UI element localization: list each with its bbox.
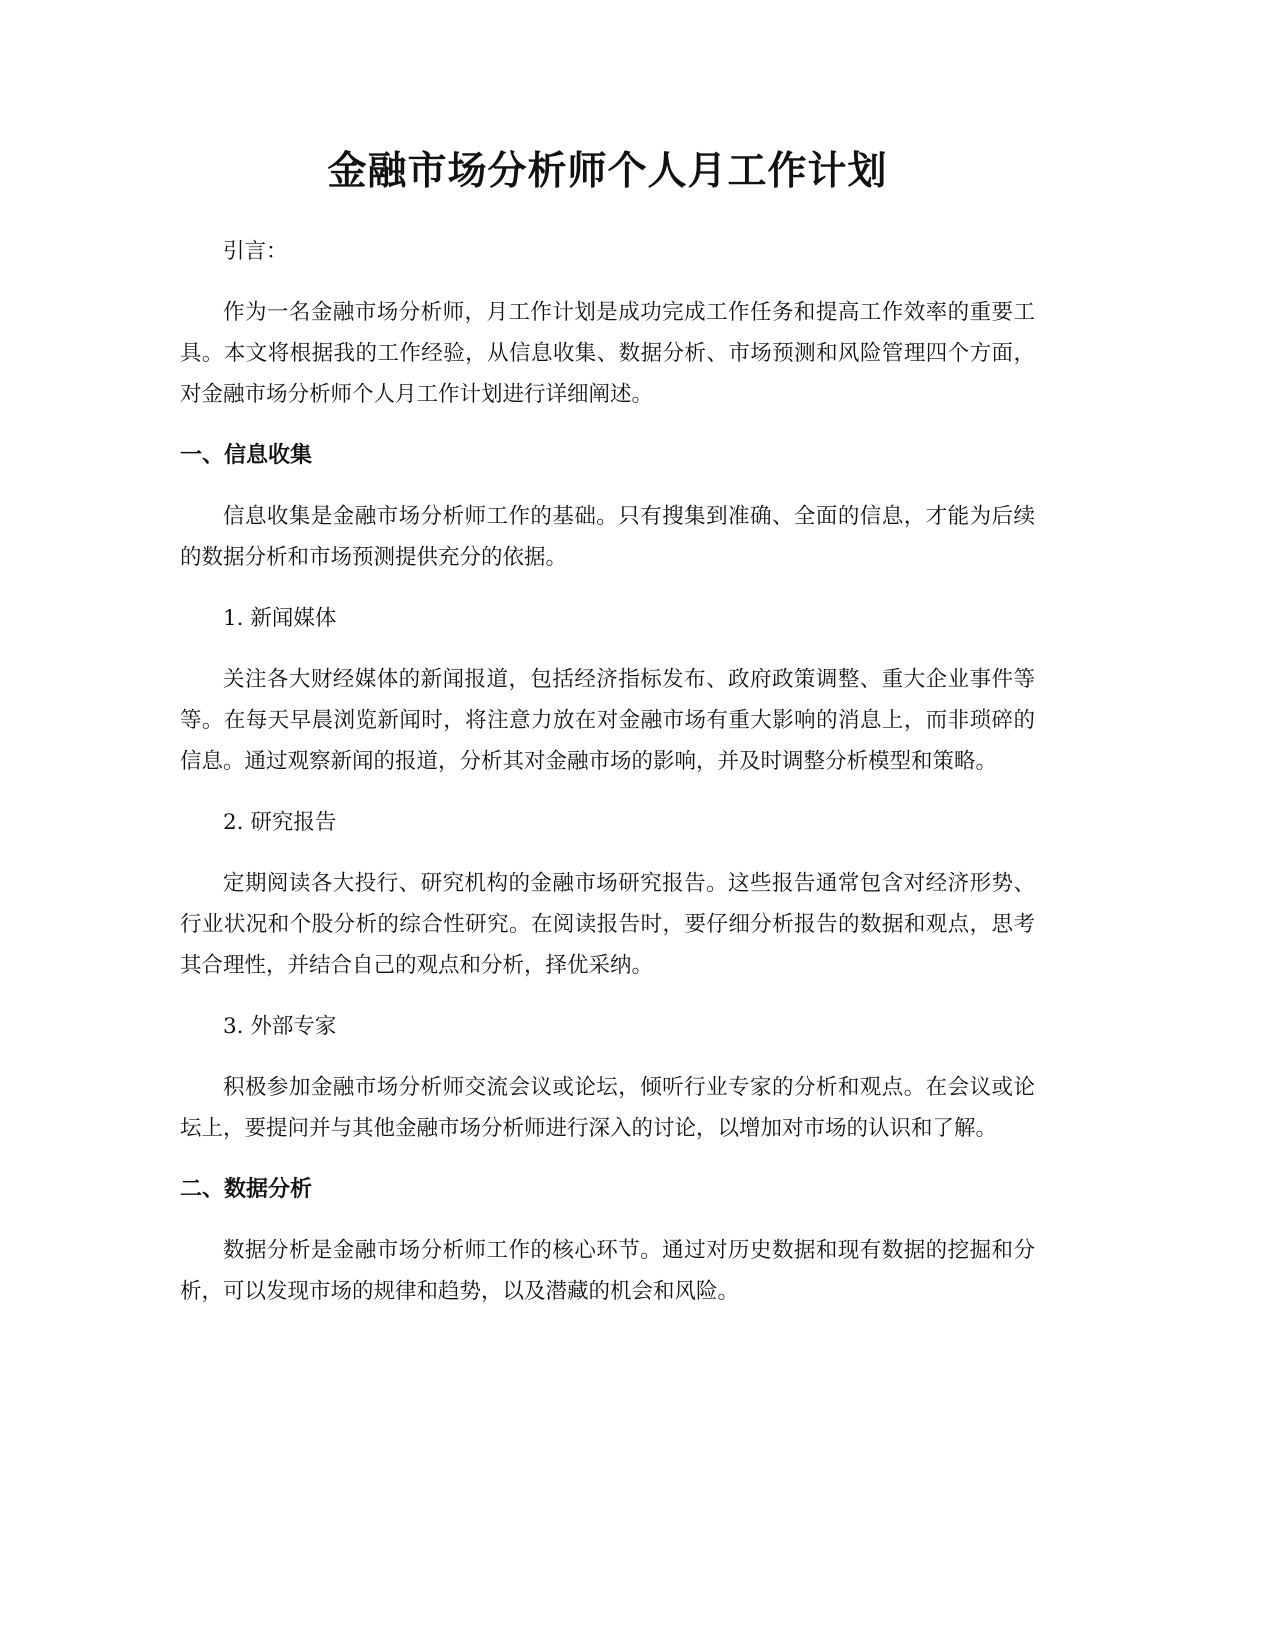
section2-paragraph: 数据分析是金融市场分析师工作的核心环节。通过对历史数据和现有数据的挖掘和分析，可以发现市场的规律和趋势，以及潜藏的机会和风险。 bbox=[180, 1238, 1035, 1304]
item-label-research-reports: 2. 研究报告 bbox=[223, 810, 337, 835]
document-body bbox=[180, 140, 1035, 1332]
section1-paragraph: 信息收集是金融市场分析师工作的基础。只有搜集到准确、全面的信息，才能为后续的数据分析和市场预测提供充分的依据。 bbox=[180, 504, 1035, 570]
item-label-external-experts: 3. 外部专家 bbox=[223, 1014, 337, 1039]
section-heading-info-collection: 一、信息收集 bbox=[180, 443, 313, 468]
item-label-news-media: 1. 新闻媒体 bbox=[223, 606, 337, 631]
intro-label: 引言： bbox=[223, 239, 288, 264]
item-text-news-media: 关注各大财经媒体的新闻报道，包括经济指标发布、政府政策调整、重大企业事件等等。在每天早晨浏览新闻时，将注意力放在对金融市场有重大影响的消息上，而非琐碎的信息。通过观察新闻的报道，分析其对金融市场的影响，并及时调整分析模型和策略。 bbox=[180, 667, 1035, 774]
intro-paragraph: 作为一名金融市场分析师，月工作计划是成功完成工作任务和提高工作效率的重要工具。本文将根据我的工作经验，从信息收集、数据分析、市场预测和风险管理四个方面，对金融市场分析师个人月工作计划进行详细阐述。 bbox=[180, 300, 1035, 407]
section-heading-data-analysis: 二、数据分析 bbox=[180, 1177, 313, 1202]
item-text-research-reports: 定期阅读各大投行、研究机构的金融市场研究报告。这些报告通常包含对经济形势、行业状况和个股分析的综合性研究。在阅读报告时，要仔细分析报告的数据和观点，思考其合理性，并结合自己的观点和分析，择优采纳。 bbox=[180, 871, 1035, 978]
item-text-external-experts: 积极参加金融市场分析师交流会议或论坛，倾听行业专家的分析和观点。在会议或论坛上，要提问并与其他金融市场分析师进行深入的讨论，以增加对市场的认识和了解。 bbox=[180, 1075, 1035, 1141]
document-title: 金融市场分析师个人月工作计划 bbox=[327, 149, 888, 194]
